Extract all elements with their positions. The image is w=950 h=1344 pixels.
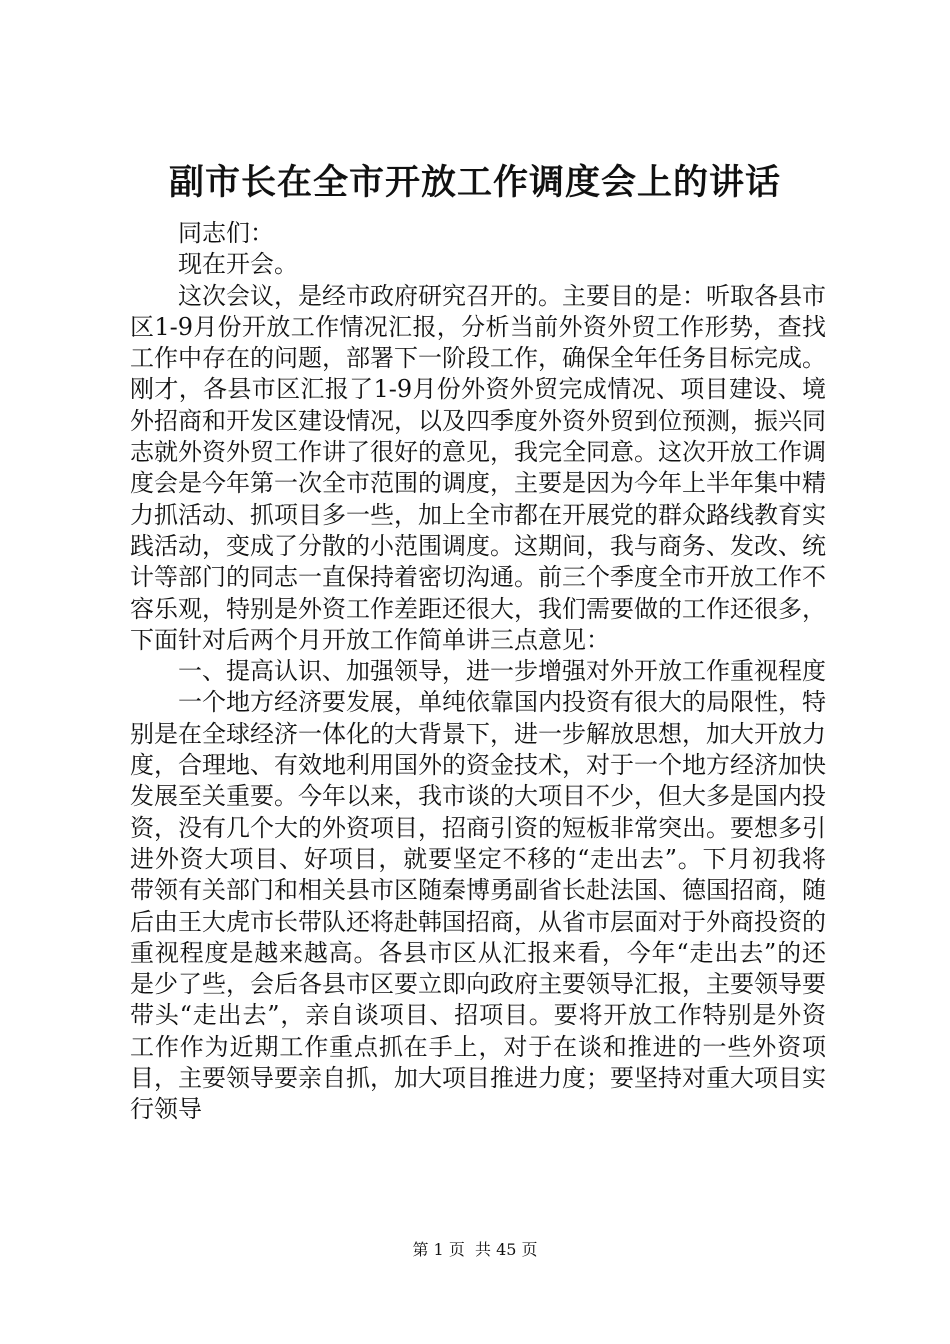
opening-paragraph: 现在开会。: [178, 250, 298, 279]
meeting-purpose-paragraph: 这次会议，是经市政府研究召开的。主要目的是：听取各县市区1-9月份开放工作情况汇报，分析当前外资外贸工作形势，查找工作中存在的问题，部署下一阶段工作，确保全年任务目标完成。刚才，各县市区汇报了1-9月份外资外贸完成情况、项目建设、境外招商和开发区建设情况，以及四季度外资外贸到位预测，振兴同志就外资外贸工作讲了很好的意见，我完全同意。这次开放工作调度会是今年第一次全市范围的调度，主要是因为今年上半年集中精力抓活动、抓项目多一些，加上全市都在开展党的群众路线教育实践活动，变成了分散的小范围调度。这期间，我与商务、发改、统计等部门的同志一直保持着密切沟通。前三个季度全市开放工作不容乐观，特别是外资工作差距还很大，我们需要做的工作还很多，下面针对后两个月开放工作简单讲三点意见：: [130, 281, 826, 654]
document-body: [130, 218, 826, 1126]
section-heading-1: 一、提高认识、加强领导，进一步增强对外开放工作重视程度: [178, 657, 826, 686]
salutation-paragraph: 同志们：: [178, 219, 274, 247]
section-1-paragraph: 一个地方经济要发展，单纯依靠国内投资有很大的局限性，特别是在全球经济一体化的大背景下，进一步解放思想，加大开放力度，合理地、有效地利用国外的资金技术，对于一个地方经济加快发展至关重要。今年以来，我市谈的大项目不少，但大多是国内投资，没有几个大的外资项目，招商引资的短板非常突出。要想多引进外资大项目、好项目，就要坚定不移的“走出去”。下月初我将带领有关部门和相关县市区随秦博勇副省长赴法国、德国招商，随后由王大虎市长带队还将赴韩国招商，从省市层面对于外商投资的重视程度是越来越高。各县市区从汇报来看，今年“走出去”的还是少了些，会后各县市区要立即向政府主要领导汇报，主要领导要带头“走出去”，亲自谈项目、招项目。要将开放工作特别是外资工作作为近期工作重点抓在手上，对于在谈和推进的一些外资项目，主要领导要亲自抓，加大项目推进力度；要坚持对重大项目实行领导: [130, 688, 826, 1124]
document-title: 副市长在全市开放工作调度会上的讲话: [168, 162, 781, 203]
page-footer: 第 1 页 共 45 页: [412, 1240, 538, 1259]
